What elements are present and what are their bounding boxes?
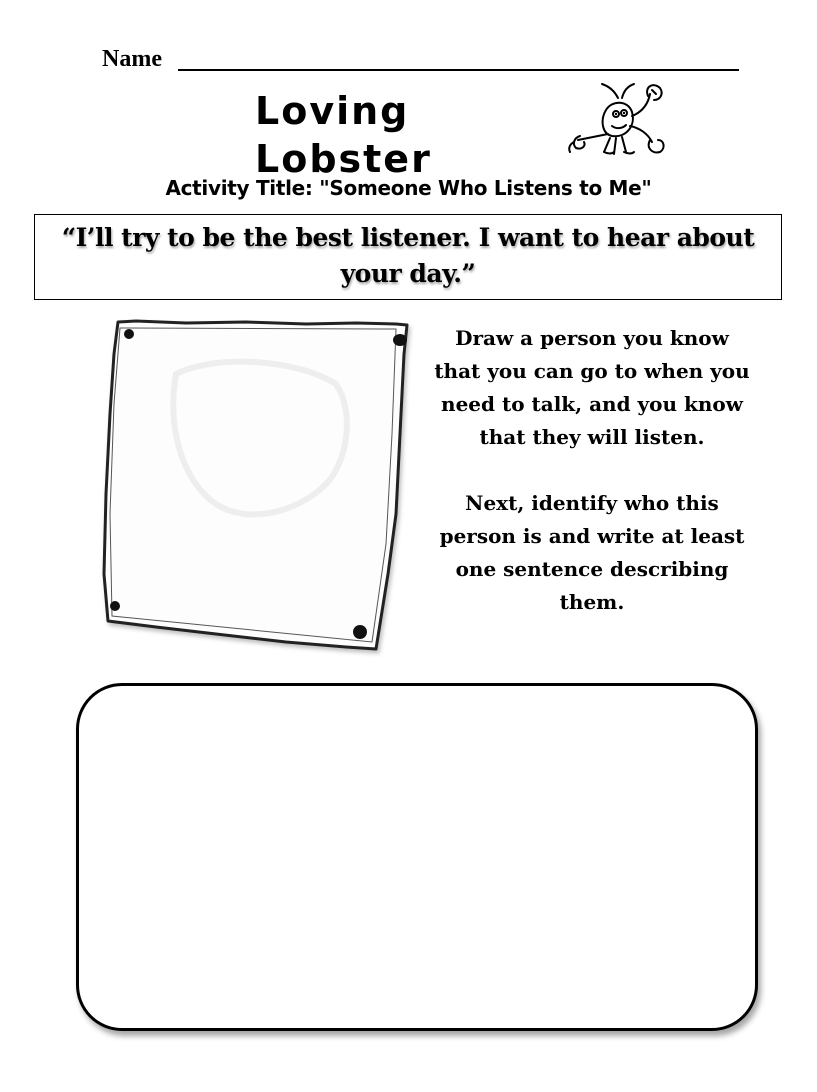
pin-icon: [124, 329, 134, 339]
quote-text: “I’ll try to be the best listener. I want to hear about your day.”: [61, 223, 755, 288]
instructions-paragraph-1: Draw a person you know that you can go to when you need to talk, and you know that they will listen.: [434, 326, 750, 449]
worksheet-title: Loving Lobster: [255, 89, 432, 181]
pin-icon: [393, 334, 407, 346]
lobster-icon: [568, 82, 672, 158]
pin-icon: [110, 601, 120, 611]
instructions: [432, 322, 752, 619]
quote-box: [34, 214, 782, 300]
drawing-frame[interactable]: [96, 314, 422, 664]
name-blank-line[interactable]: [178, 69, 739, 71]
pin-icon: [353, 625, 367, 639]
activity-title: Activity Title: "Someone Who Listens to Me": [165, 176, 652, 200]
instructions-paragraph-2: Next, identify who this person is and write at least one sentence describing them.: [439, 491, 745, 614]
name-row: [102, 44, 742, 76]
name-label: Name: [102, 46, 162, 72]
writing-box[interactable]: [76, 683, 758, 1031]
paragraph-gap: [432, 454, 752, 487]
